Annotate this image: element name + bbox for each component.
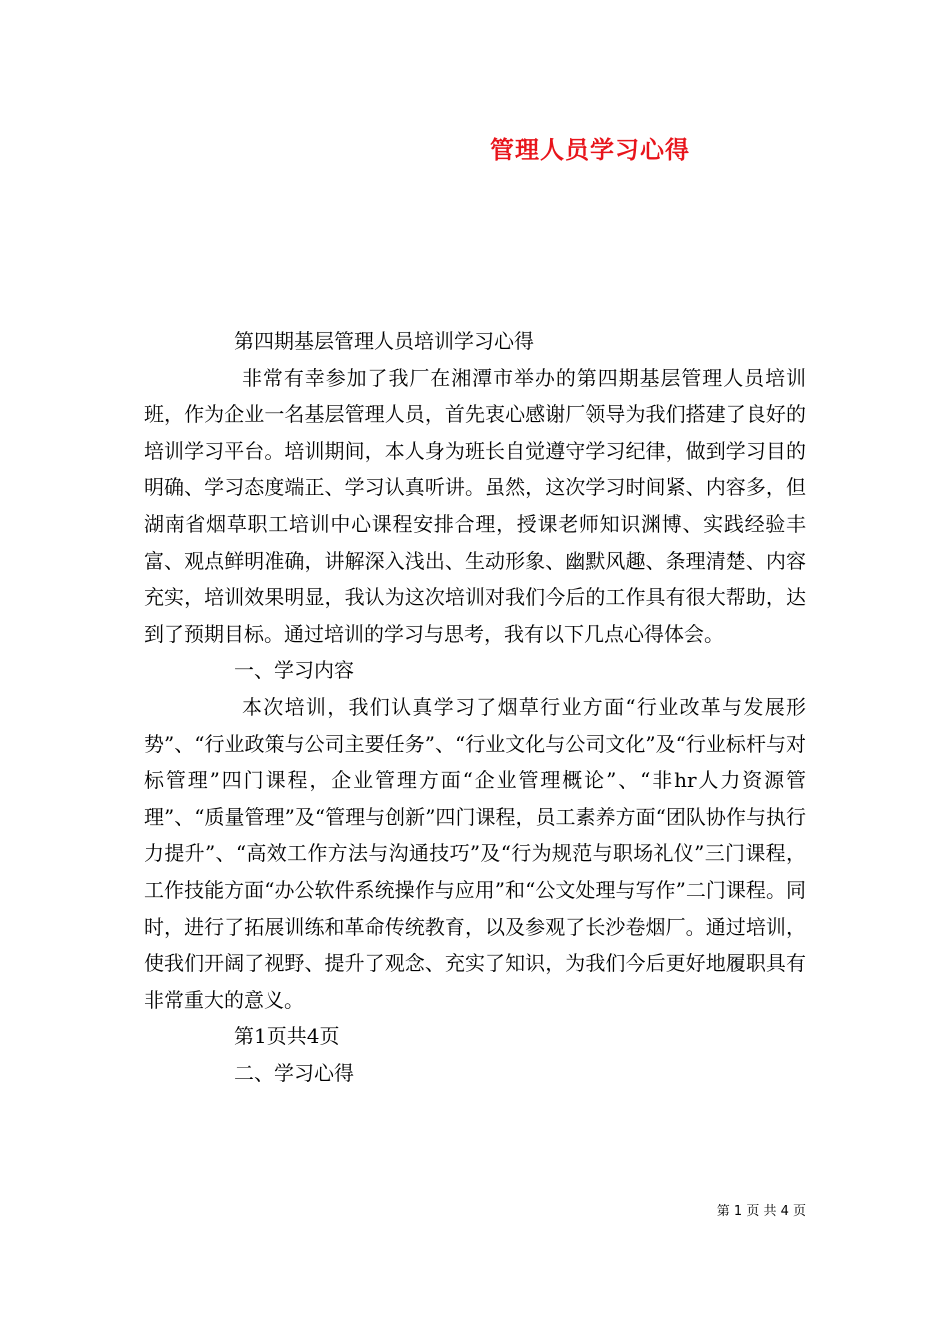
document-subtitle: 第四期基层管理人员培训学习心得 (234, 329, 534, 353)
document-body (144, 323, 806, 1091)
page-number-footer: 第 1 页 共 4 页 (716, 1204, 806, 1219)
section-heading-learning-insights: 二、学习心得 (234, 1060, 354, 1085)
section-heading-learning-content: 一、学习内容 (234, 658, 354, 683)
inline-page-marker: 第1页共4页 (234, 1024, 340, 1049)
paragraph-intro: 非常有幸参加了我厂在湘潭市举办的第四期基层管理人员培训班，作为企业一名基层管理人员，首先衷心感谢厂领导为我们搭建了良好的培训学习平台。培训期间，本人身为班长自觉遵守学习纪律，做到学习目的明确、学习态度端正、学习认真听讲。虽然，这次学习时间紧、内容多，但湖南省烟草职工培训中心课程安排合理，授课老师知识渊博、实践经验丰富、观点鲜明准确，讲解深入浅出、生动形象、幽默风趣、条理清楚、内容充实，培训效果明显，我认为这次培训对我们今后的工作具有很大帮助，达到了预期目标。通过培训的学习与思考，我有以下几点心得体会。 (144, 365, 806, 646)
document-title: 管理人员学习心得 (490, 136, 690, 164)
paragraph-learning-content: 本次培训，我们认真学习了烟草行业方面“行业改革与发展形势”、“行业政策与公司主要任务”、“行业文化与公司文化”及“行业标杆与对标管理”四门课程，企业管理方面“企业管理概论”、“非hr人力资源管理”、“质量管理”及“管理与创新”四门课程，员工素养方面“团队协作与执行力提升”、“高效工作方法与沟通技巧”及“行为规范与职场礼仪”三门课程，工作技能方面“办公软件系统操作与应用”和“公文处理与写作”二门课程。同时，进行了拓展训练和革命传统教育，以及参观了长沙卷烟厂。通过培训，使我们开阔了视野、提升了观念、充实了知识，为我们今后更好地履职具有非常重大的意义。 (144, 694, 806, 1012)
